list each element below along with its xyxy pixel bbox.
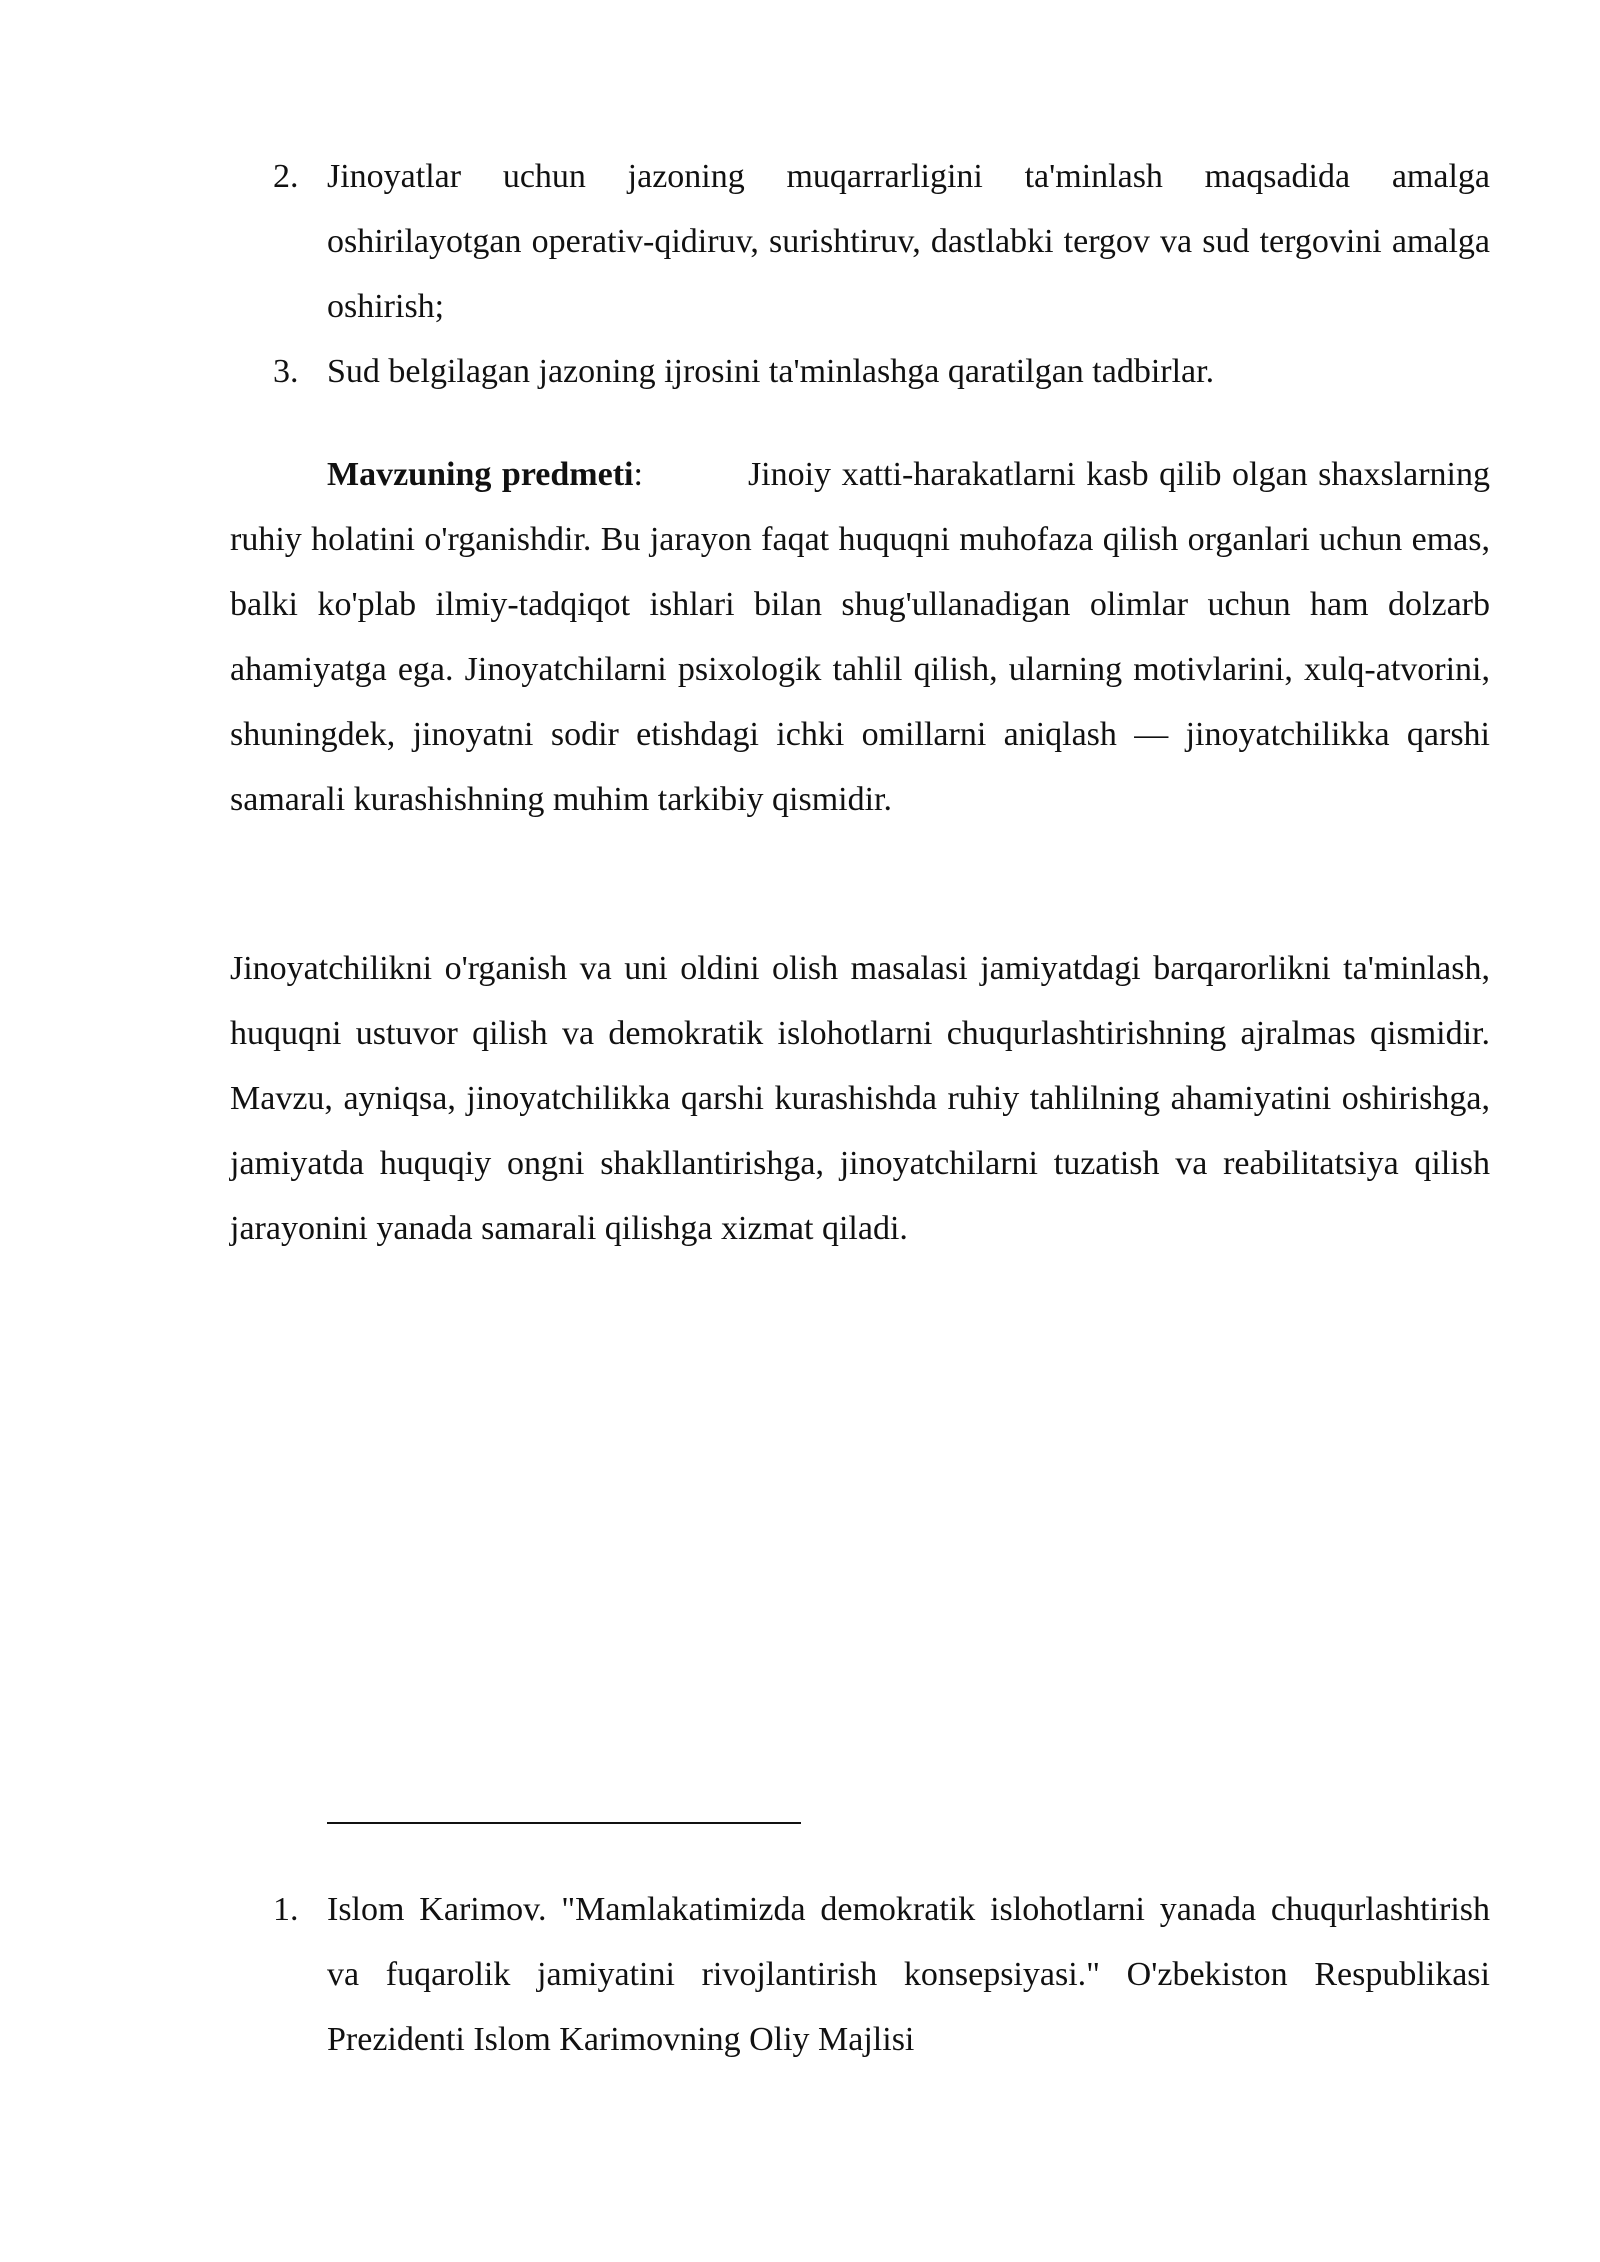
list-item [230, 144, 1490, 339]
list-item-number: 3. [273, 353, 299, 390]
list-item-text: Jinoyatlar uchun jazoning muqarrarligini ta'minlash maqsadida amalga oshirilayotgan operativ-qidiruv, surishtiruv, dastlabki tergov va sud tergovini amalga oshirish; [327, 158, 1490, 325]
footnote-text: Islom Karimov. "Mamlakatimizda demokratik islohotlarni yanada chuqurlashtirish va fuqarolik jamiyatini rivojlantirish konsepsiyasi." O'zbekiston Respublikasi Prezidenti Islom Karimovning Oliy Majlisi [327, 1891, 1490, 2058]
body-paragraph: Jinoyatchilikni o'rganish va uni oldini olish masalasi jamiyatdagi barqarorlikni ta'minlash, huquqni ustuvor qilish va demokratik islohotlarni chuqurlashtirishning ajralmas qismidir. Mavzu, ayniqsa, jinoyatchilikka qarshi kurashishda ruhiy tahlilning ahamiyatini oshirishga, jamiyatda huquqiy ongni shakllantirishga, jinoyatchilarni tuzatish va reabilitatsiya qilish jarayonini yanada samarali qilishga xizmat qiladi. [230, 950, 1490, 1247]
list-item-number: 2. [273, 158, 299, 195]
numbered-list [230, 144, 1490, 404]
subject-text: Jinoiy xatti-harakatlarni kasb qilib olgan shaxslarning ruhiy holatini o'rganishdir. Bu jarayon faqat huquqni muhofaza qilish organlari uchun emas, balki ko'plab ilmiy-tadqiqot ishlari bilan shug'ullanadigan olimlar uchun ham dolzarb ahamiyatga ega. Jinoyatchilarni psixologik tahlil qilish, ularning motivlarini, xulq-atvorini, shuningdek, jinoyatni sodir etishdagi ichki omillarni aniqlash — jinoyatchilikka qarshi samarali kurashishning muhim tarkibiy qismidir. [230, 456, 1490, 818]
subject-colon: : [633, 456, 643, 493]
footnote-number: 1. [273, 1891, 299, 1928]
list-item [230, 339, 1490, 404]
footnote-list [230, 1877, 1490, 2072]
footnote-separator [327, 1822, 801, 1824]
list-item-text: Sud belgilagan jazoning ijrosini ta'minlashga qaratilgan tadbirlar. [327, 353, 1215, 390]
subject-paragraph [230, 442, 1490, 832]
subject-label: Mavzuning predmeti [327, 456, 634, 493]
footnote-item [230, 1877, 1490, 2072]
